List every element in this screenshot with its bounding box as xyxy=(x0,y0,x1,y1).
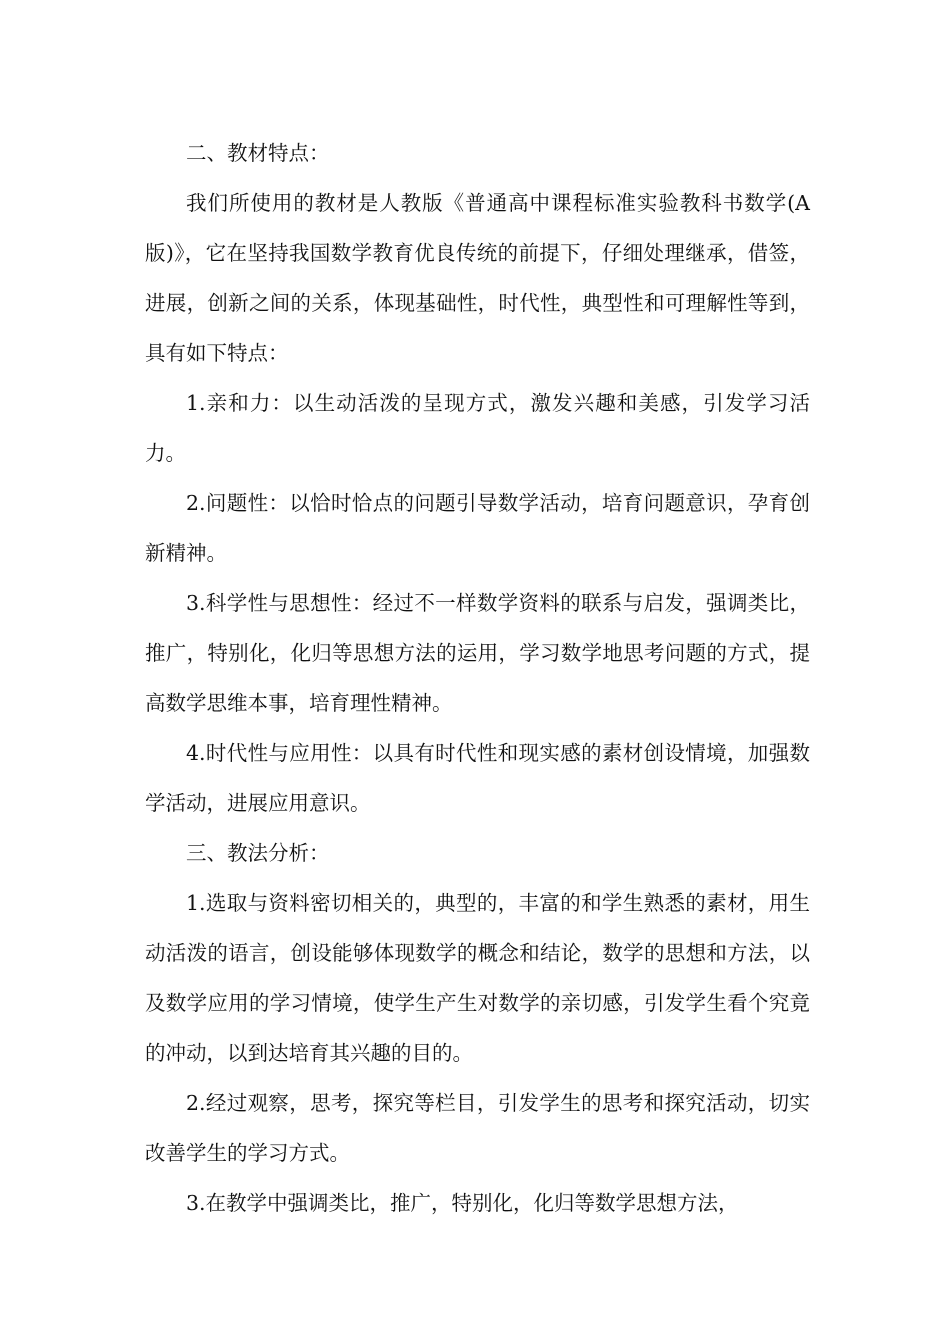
section-heading-textbook-features: 二、教材特点： xyxy=(186,141,330,165)
feature-item-affinity: 1.亲和力：以生动活泼的呈现方式，激发兴趣和美感，引发学习活力。 xyxy=(145,391,810,465)
method-item-materials: 1.选取与资料密切相关的，典型的，丰富的和学生熟悉的素材，用生动活泼的语言，创设能够体现数学的概念和结论，数学的思想和方法，以及数学应用的学习情境，使学生产生对数学的亲切感，引发学生看个究竟的冲动，以到达培育其兴趣的目的。 xyxy=(145,891,810,1065)
document-body xyxy=(145,128,810,1228)
feature-item-problem-orientation: 2.问题性：以恰时恰点的问题引导数学活动，培育问题意识，孕育创新精神。 xyxy=(145,491,810,565)
method-item-observation: 2.经过观察，思考，探究等栏目，引发学生的思考和探究活动，切实改善学生的学习方式。 xyxy=(145,1091,810,1165)
textbook-intro-paragraph: 我们所使用的教材是人教版《普通高中课程标准实验教科书数学(A版)》，它在坚持我国数学教育优良传统的前提下，仔细处理继承，借签，进展，创新之间的关系，体现基础性，时代性，典型性和可理解性等到，具有如下特点： xyxy=(145,191,810,365)
feature-item-timeliness-application: 4.时代性与应用性：以具有时代性和现实感的素材创设情境，加强数学活动，进展应用意识。 xyxy=(145,741,810,815)
section-heading-teaching-method: 三、教法分析： xyxy=(186,841,330,865)
method-item-analogy: 3.在教学中强调类比，推广，特别化，化归等数学思想方法， xyxy=(186,1191,739,1215)
feature-item-science-thought: 3.科学性与思想性：经过不一样数学资料的联系与启发，强调类比，推广，特别化，化归等思想方法的运用，学习数学地思考问题的方式，提高数学思维本事，培育理性精神。 xyxy=(145,591,810,715)
